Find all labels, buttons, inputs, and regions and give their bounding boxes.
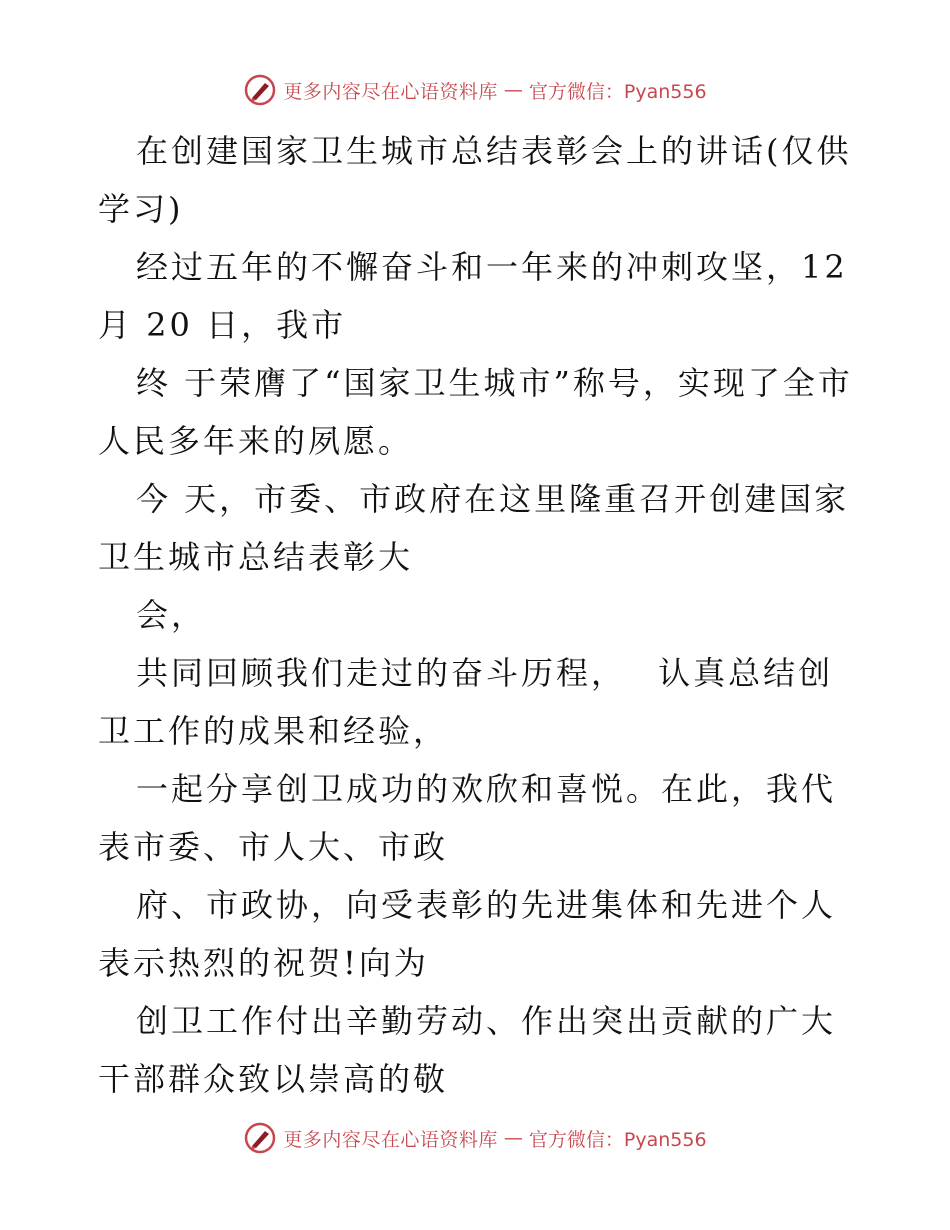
- watermark-text: 更多内容尽在心语资料库: [283, 80, 498, 103]
- paragraph: 会，: [136, 596, 207, 634]
- paragraph: 府、市政协，向受表彰的先进集体和先进个人表示热烈的祝贺!向为: [98, 886, 837, 982]
- watermark-text: 更多内容尽在心语资料库: [283, 1128, 498, 1151]
- watermark-separator: —: [503, 1127, 523, 1149]
- watermark-wechat: 官方微信：Pyan556: [528, 1128, 707, 1151]
- watermark-separator: —: [503, 79, 523, 101]
- footer-watermark-banner: [0, 1118, 950, 1158]
- pen-circle-icon: [243, 73, 277, 107]
- paragraph: 今 天，市委、市政府在这里隆重召开创建国家卫生城市总结表彰大: [98, 480, 850, 576]
- paragraph: 创卫工作付出辛勤劳动、作出突出贡献的广大干部群众致以崇高的敬: [98, 1002, 837, 1098]
- paragraph: 共同回顾我们走过的奋斗历程， 认真总结创卫工作的成果和经验，: [98, 654, 834, 750]
- document-title: 在创建国家卫生城市总结表彰会上的讲话(仅供学习): [98, 132, 852, 228]
- paragraph: 经过五年的不懈奋斗和一年来的冲刺攻坚，12 月 20 日，我市: [98, 248, 848, 344]
- paragraph: 终 于荣膺了“国家卫生城市”称号，实现了全市人民多年来的夙愿。: [98, 364, 853, 460]
- watermark-wechat: 官方微信：Pyan556: [528, 80, 707, 103]
- pen-circle-icon: [243, 1121, 277, 1155]
- document-body: [98, 122, 858, 1108]
- header-watermark-banner: [0, 70, 950, 110]
- paragraph: 一起分享创卫成功的欢欣和喜悦。在此，我代表市委、市人大、市政: [98, 770, 837, 866]
